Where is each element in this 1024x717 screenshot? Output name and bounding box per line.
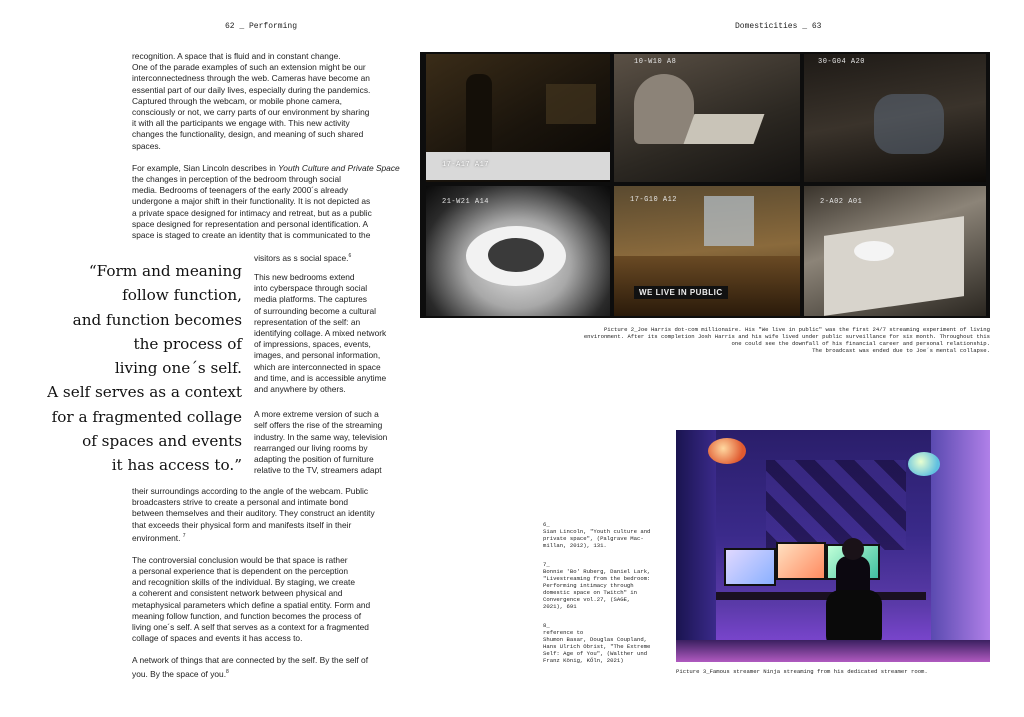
cam-label-4: 17-A17 A17 <box>442 161 490 169</box>
paragraph-2: For example, Sian Lincoln describes in Youth Culture and Private Space the changes in perception of the bedroom through social media. Bedrooms of teenagers of the early 2000´s already undergone a major shift in their functionality. It is not depicted as a private space designed for intimacy and retreat, but as a public space designed for representation and personal identification. A space is staged to create an identity that is communicated to the <box>132 162 400 241</box>
cam-label-6: 17-G10 A12 <box>630 196 678 204</box>
body-column-top <box>132 51 412 252</box>
footnote-8: 8_ reference to Shumon Basar, Douglas Coupland, Hans Ulrich Obrist, "The Extreme Self: Age of You", (Walther und Franz König, KÖln, 2021) <box>543 622 651 664</box>
right-folio: Domesticities _ 63 <box>735 22 822 31</box>
footnote-ref-8: 8 <box>226 668 229 675</box>
cam-label-3: 30-G04 A20 <box>818 58 866 66</box>
footnote-7: 7_ Bonnie 'Bo' Ruberg, Daniel Lark, "Livestreaming from the bedroom: Performing intimacy through domestic space on Twitch" in Convergence vol.27, (SAGE, 2021), 691 <box>543 561 651 610</box>
cam-label-5: 21-W21 A14 <box>442 198 490 206</box>
lamp-orange <box>708 438 746 464</box>
paragraph-5: The controversial conclusion would be that space is rather a personal experience that is dependent on the perception and recognition skills of the individual. By staging, we create a coherent and consistent network between physical and metaphysical parameters which define a spatial entity. Form and meaning follow function, and function becomes the process of living one´s self. A self that serves as a context for a fragmented collage of spaces and events it has access to. <box>132 554 371 644</box>
paragraph-1: recognition. A space that is fluid and in constant change. One of the parade examples of such an extension might be our interconnectedness through the web. Cameras have become an essential part of our daily lives, especially during the pandemics. Captured through the webcam, or mobile phone camera, consciously or not, we carry parts of our environment by sharing it with all the participants we engage with. This new activity changes the functionality, design, and meaning of such shared spaces. <box>132 51 371 151</box>
paragraph-4-end: their surroundings according to the angle of the webcam. Public broadcasters strive to create a personal and intimate bond between themselves and their auditory. They construct an identity that exceeds their physical form and manifests itself in their environment. $^7$ <box>132 486 375 543</box>
book-title: Youth Culture and Private Space <box>278 162 400 173</box>
monitor-center <box>776 542 826 580</box>
figure-2-caption: Picture 3_Famous streamer Ninja streaming from his dedicated streamer room. <box>676 668 928 675</box>
left-folio: 62 _ Performing <box>225 22 298 31</box>
paragraph-6: A network of things that are connected by the self. By the self of you. By the space of you.$^8$ <box>132 655 369 679</box>
cam-label-2: 10-W10 A8 <box>634 58 677 66</box>
paragraph-2-last-line: visitors as s social space.$^6$ <box>254 252 352 263</box>
footnote-6: 6_ Sian Lincoln, "Youth culture and private space", (Palgrave Mac- millan, 2012), 131. <box>543 521 651 549</box>
surveillance-cell-5 <box>614 186 800 316</box>
cam-label-strip <box>426 152 610 180</box>
we-live-in-public-sign: WE LIVE IN PUBLIC <box>634 286 728 299</box>
paragraph-4-start: A more extreme version of such a self offers the rise of the streaming industry. In the same way, television rearranged our living rooms by adapting the position of furniture relative to the TV, streamers adapt <box>254 409 388 476</box>
surveillance-photo-grid <box>420 52 990 318</box>
footnote-ref-7: 7 <box>182 532 186 539</box>
surveillance-cell-2 <box>614 54 800 182</box>
lamp-cyan <box>908 452 940 476</box>
footnotes <box>543 521 673 676</box>
pull-quote: “Form and meaning follow function, and function becomes the process of living one´s self. A self serves as a context for a fragmented collage of spaces and events it has access to.” <box>47 262 242 475</box>
cam-label-7: 2-A02 A01 <box>820 198 863 206</box>
footnote-ref-6: 6 <box>348 253 352 259</box>
surveillance-cell-6 <box>804 186 986 316</box>
surveillance-cell-4 <box>426 186 610 316</box>
monitor-left <box>724 548 776 586</box>
paragraph-3: This new bedrooms extend into cyberspace through social media platforms. The captures of surrounding become a cultural representation of the self: an identifying collage. A mixed network of impressions, spaces, events, images, and personal information, which are interconnected in space and time, and is accessible anytime and anywhere by others. <box>254 272 387 395</box>
streamer-room-photo <box>676 430 990 662</box>
body-column-bottom <box>132 486 412 691</box>
body-column-narrow <box>254 272 414 487</box>
figure-1-caption: Picture 2_Joe Harris dot-com millionaire. His "We live in public" was the first 24/7 streaming experiment of living environment. After its completion Josh Harris and his wife lived under public surveillance for six month. Throughout this one could see the downfall of his financial career and personal relationship. The broadcast was ended due to Joe´s mental collapse. <box>583 326 990 354</box>
desk <box>716 592 926 600</box>
surveillance-cell-3 <box>804 54 986 182</box>
